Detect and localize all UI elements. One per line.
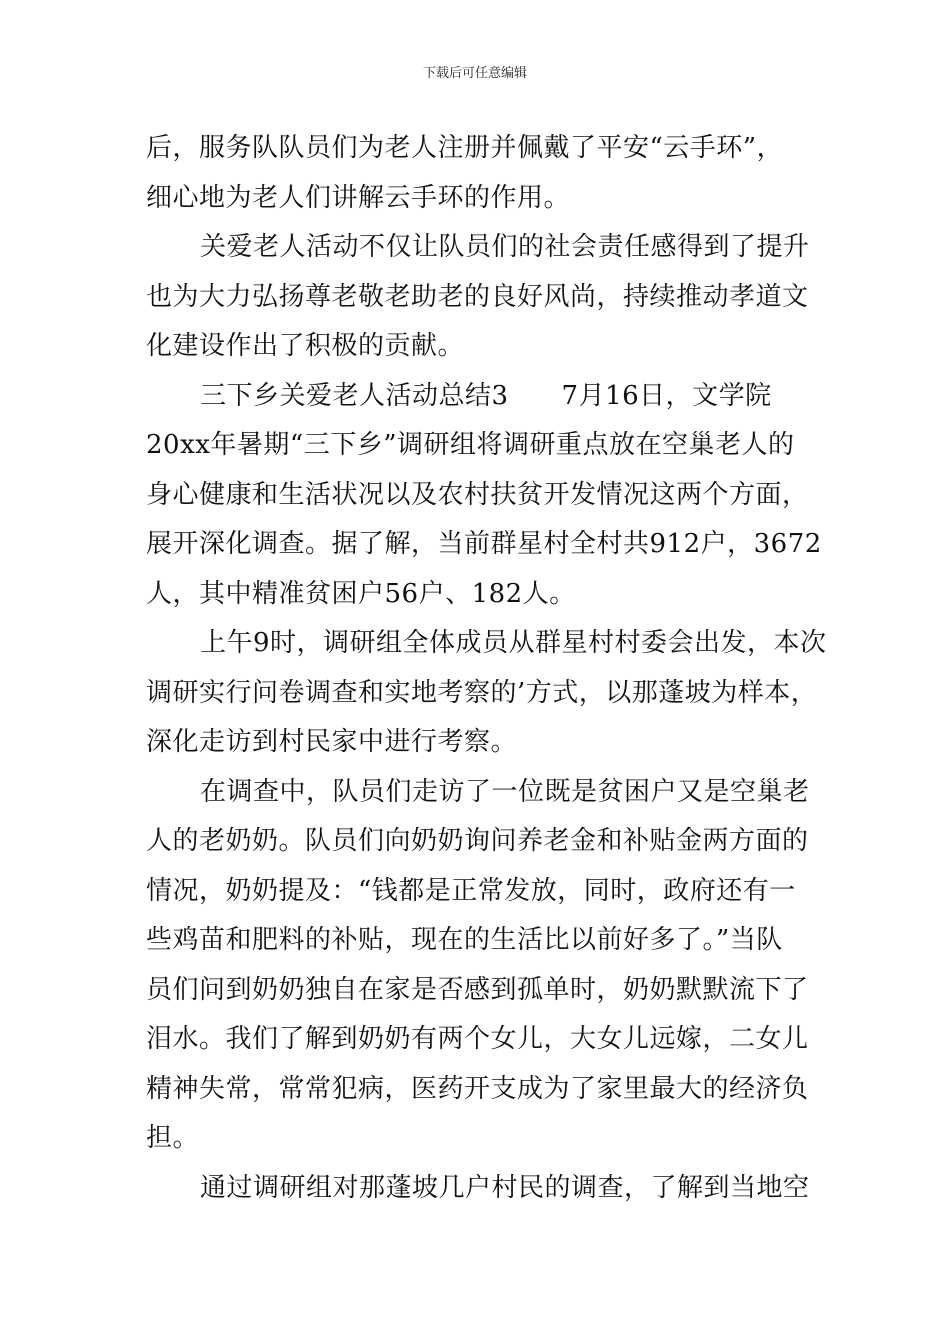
text-line: 员们问到奶奶独自在家是否感到孤单时，奶奶默默流下了 (146, 974, 809, 1005)
text-line: 身心健康和生活状况以及农村扶贫开发情况这两个方面， (146, 479, 809, 510)
text-line: 精神失常，常常犯病，医药开支成为了家里最大的经济负 (146, 1073, 809, 1104)
page-header: 下载后可任意编辑 (422, 66, 527, 81)
text-line: 化建设作出了积极的贡献。 (146, 331, 465, 361)
text-line: 通过调研组对那蓬坡几户村民的调查，了解到当地空 (200, 1172, 810, 1203)
text-line: 泪水。我们了解到奶奶有两个女儿，大女儿远嫁，二女儿 (146, 1024, 809, 1054)
text-line: 三下乡关爱老人活动总结3 7月16日，文学院 (200, 380, 772, 411)
text-line: 调研实行问卷调查和实地考察的’方式，以那蓬坡为样本， (146, 677, 818, 708)
text-line: 也为大力弘扬尊老敬老助老的良好风尚，持续推动孝道文 (146, 281, 809, 312)
text-line: 些鸡苗和肥料的补贴，现在的生活比以前好多了。”当队 (146, 925, 783, 955)
text-line: 20xx年暑期“三下乡”调研组将调研重点放在空巢老人的 (146, 430, 795, 460)
text-line: 在调查中，队员们走访了一位既是贫困户又是空巢老 (200, 776, 810, 807)
text-line: 担。 (146, 1123, 200, 1153)
text-line: 情况，奶奶提及：“钱都是正常发放，同时，政府还有一 (146, 875, 796, 906)
text-line: 人，其中精准贫困户56户、182人。 (146, 578, 576, 609)
text-line: 展开深化调查。据了解，当前群星村全村共912户，3672 (146, 529, 822, 559)
body-text (146, 124, 836, 1213)
text-line: 人的老奶奶。队员们向奶奶询问养老金和补贴金两方面的 (146, 826, 809, 856)
text-line: 关爱老人活动不仅让队员们的社会责任感得到了提升 (200, 232, 810, 262)
text-line: 上午9时，调研组全体成员从群星村村委会出发，本次 (200, 628, 827, 658)
text-line: 深化走访到村民家中进行考察。 (146, 727, 518, 757)
text-line: 细心地为老人们讲解云手环的作用。 (146, 182, 571, 213)
text-line: 后，服务队队员们为老人注册并佩戴了平安“云手环”， (146, 133, 784, 163)
